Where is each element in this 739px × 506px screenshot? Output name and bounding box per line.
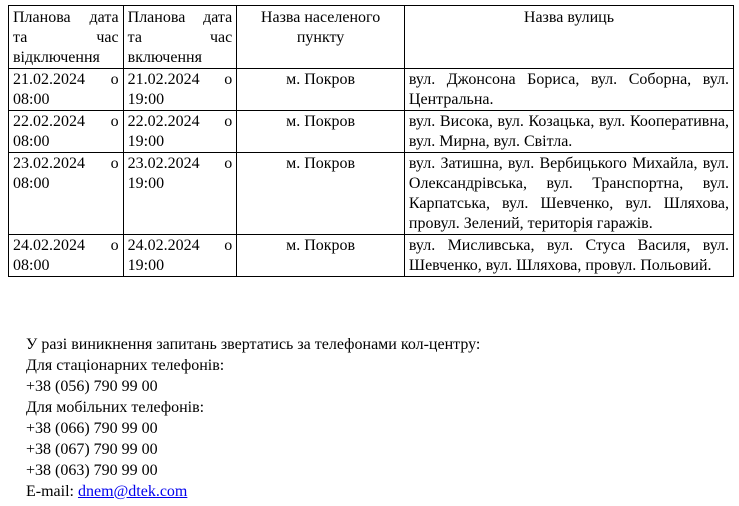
landline-phone: +38 (056) 790 99 00 <box>26 378 158 395</box>
cell-on-time: 24.02.2024 о 19:00 <box>123 235 237 277</box>
cell-off-time: 23.02.2024 о 08:00 <box>9 153 124 235</box>
header-streets: Назва вулиць <box>404 6 733 69</box>
cell-off-time: 22.02.2024 о 08:00 <box>9 111 124 153</box>
header-off-time: Планова дата та час відключення <box>9 6 124 69</box>
header-locality: Назва населеного пункту <box>237 6 405 69</box>
cell-streets: вул. Висока, вул. Козацька, вул. Кооперативна, вул. Мирна, вул. Світла. <box>404 111 733 153</box>
table-row <box>9 111 734 153</box>
cell-locality: м. Покров <box>237 235 405 277</box>
cell-streets: вул. Джонсона Бориса, вул. Соборна, вул. Центральна. <box>404 69 733 111</box>
table-row <box>9 153 734 235</box>
outage-schedule-table <box>8 5 734 277</box>
mobile-phone: +38 (063) 790 99 00 <box>26 462 158 479</box>
cell-on-time: 22.02.2024 о 19:00 <box>123 111 237 153</box>
cell-on-time: 23.02.2024 о 19:00 <box>123 153 237 235</box>
cell-locality: м. Покров <box>237 153 405 235</box>
cell-off-time: 24.02.2024 о 08:00 <box>9 235 124 277</box>
email-label: E-mail: <box>26 483 78 500</box>
contact-info <box>26 334 480 502</box>
contact-intro: У разі виникнення запитань звертатись за телефонами кол-центру: <box>26 336 481 353</box>
mobile-phone: +38 (067) 790 99 00 <box>26 441 158 458</box>
table-row <box>9 235 734 277</box>
table-row <box>9 69 734 111</box>
cell-locality: м. Покров <box>237 111 405 153</box>
header-on-time: Планова дата та час включення <box>123 6 237 69</box>
landline-label: Для стаціонарних телефонів: <box>26 357 225 374</box>
table-header-row <box>9 6 734 69</box>
mobile-phone: +38 (066) 790 99 00 <box>26 420 158 437</box>
cell-streets: вул. Затишна, вул. Вербицького Михайла, вул. Олександрівська, вул. Транспортна, вул. Карпатська, вул. Шевченко, вул. Шляхова, провул. Зелений, територія гаражів. <box>404 153 733 235</box>
cell-off-time: 21.02.2024 о 08:00 <box>9 69 124 111</box>
cell-streets: вул. Мисливська, вул. Стуса Василя, вул. Шевченко, вул. Шляхова, провул. Польовий. <box>404 235 733 277</box>
email-link[interactable]: dnem@dtek.com <box>77 483 188 500</box>
email-line <box>26 481 480 502</box>
cell-locality: м. Покров <box>237 69 405 111</box>
cell-on-time: 21.02.2024 о 19:00 <box>123 69 237 111</box>
mobile-label: Для мобільних телефонів: <box>26 399 205 416</box>
